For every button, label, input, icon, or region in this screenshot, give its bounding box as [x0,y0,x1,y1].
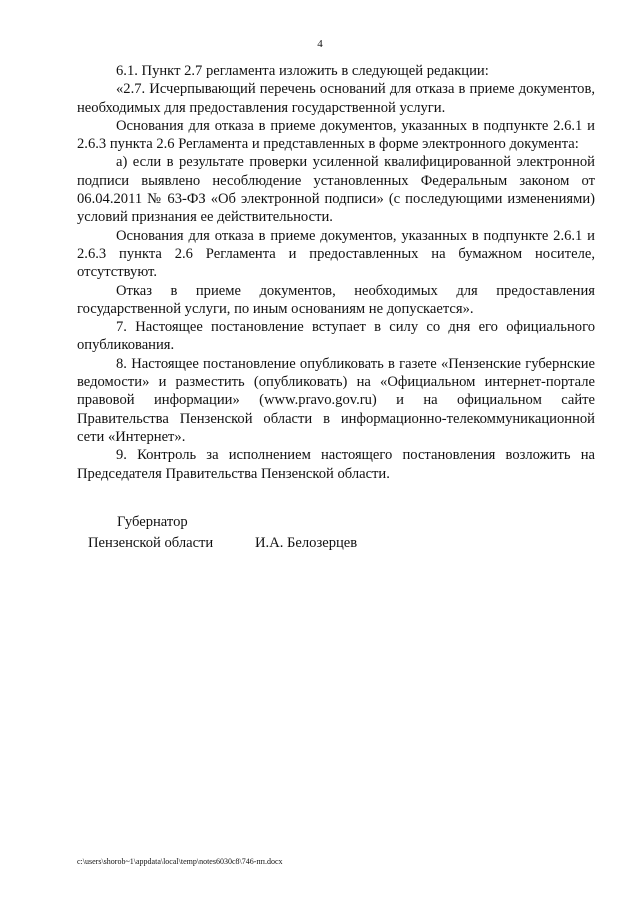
paragraph-signature-check: а) если в результате проверки усиленной квалифицированной электронной подписи выявлено несоблюдение установленных Федеральным законом от 06.04.2011 № 63-ФЗ «Об электронной подписи» (с последующими изменениями) условий признания ее действительности. [77,154,595,226]
signatory-region: Пензенской области [88,535,214,551]
document-body [77,62,595,483]
signatory-title: Губернатор [117,514,188,530]
paragraph-paper-grounds: Основания для отказа в приеме документов, указанных в подпункте 2.6.1 и 2.6.3 пункта 2.6 Регламента и предоставленных на бумажном носителе, отсутствуют. [77,227,595,281]
signatory-name: И.А. Белозерцев [255,535,358,551]
paragraph-6-1: 6.1. Пункт 2.7 регламента изложить в следующей редакции: [116,63,489,79]
paragraph-7: 7. Настоящее постановление вступает в силу со дня его официального опубликования. [77,319,595,354]
paragraph-refusal: Отказ в приеме документов, необходимых для предоставления государственной услуги, по иным основаниям не допускается». [77,282,595,317]
page-number: 4 [317,38,323,50]
paragraph-8: 8. Настоящее постановление опубликовать в газете «Пензенские губернские ведомости» и разместить (опубликовать) на «Официальном интернет-портале правовой информации» (www.pravo.gov.ru) и на официальном сайте Правительства Пензенской области в информационно-телекоммуникационной сети «Интернет». [77,355,595,445]
file-path-footer: c:\users\shorob~1\appdata\local\temp\notes6030c8\746-пп.docx [77,857,283,866]
paragraph-electronic-grounds: Основания для отказа в приеме документов, указанных в подпункте 2.6.1 и 2.6.3 пункта 2.6 Регламента и представленных в форме электронного документа: [77,117,595,153]
paragraph-2-7-heading: «2.7. Исчерпывающий перечень оснований для отказа в приеме документов, необходимых для предоставления государственной услуги. [77,81,595,116]
paragraph-9: 9. Контроль за исполнением настоящего постановления возложить на Председателя Правительства Пензенской области. [77,447,595,482]
